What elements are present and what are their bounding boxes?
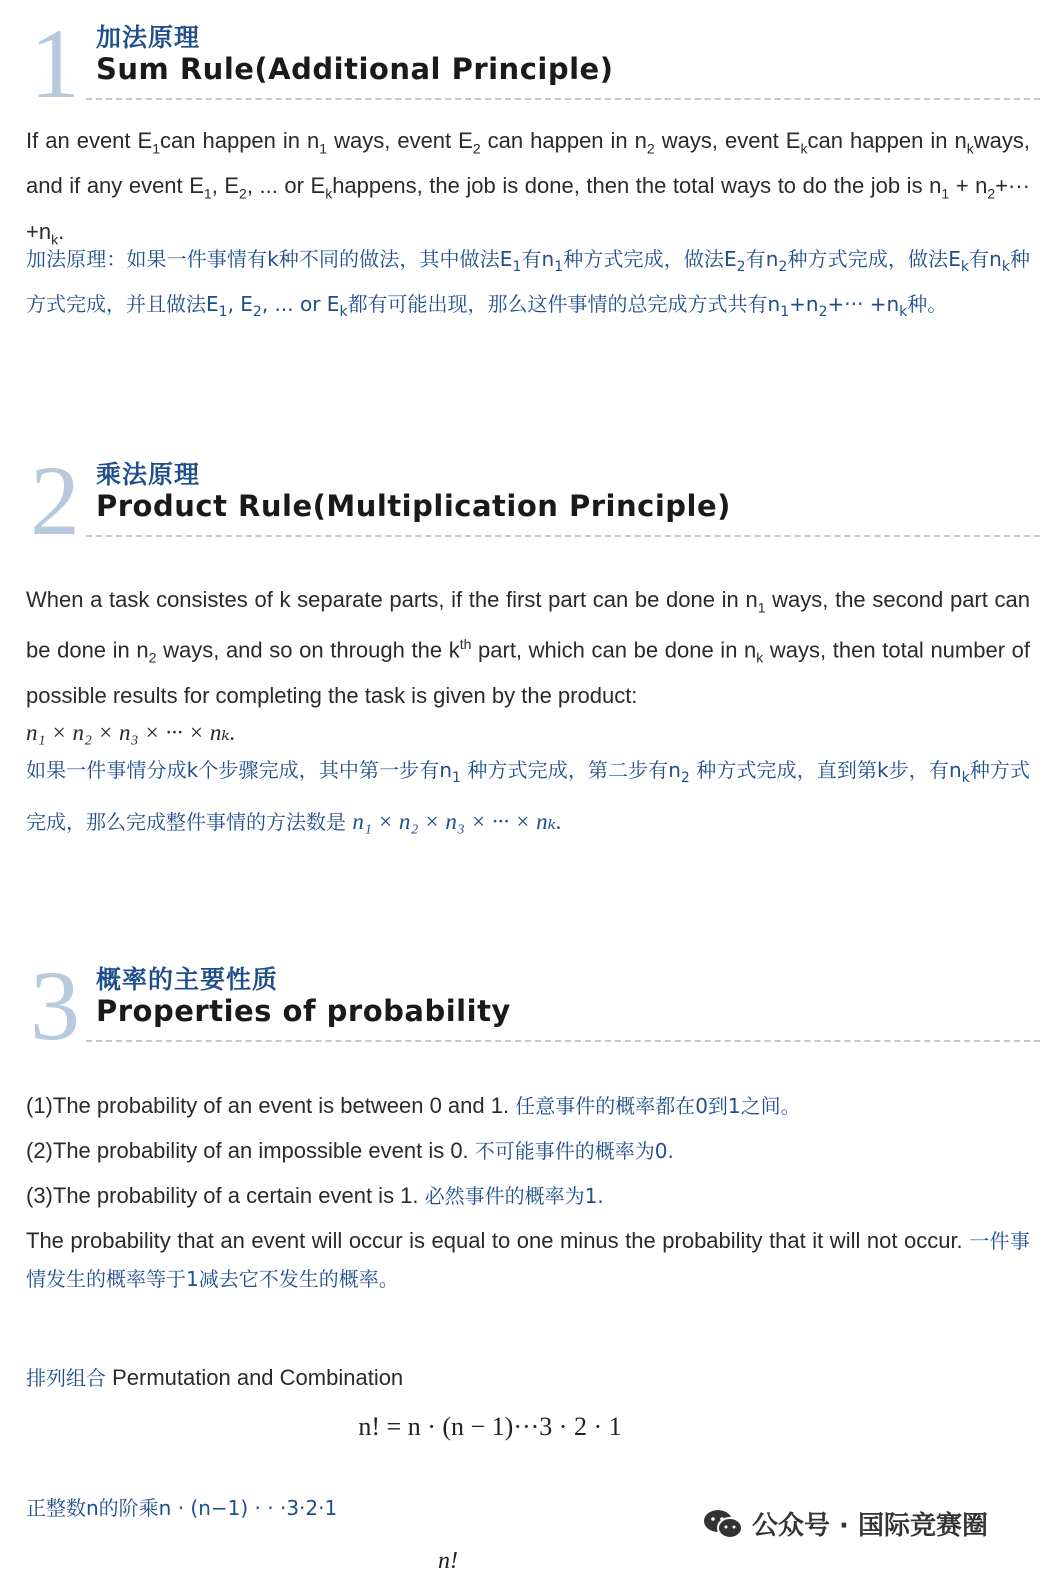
property-complement: The probability that an event will occur is equal to one minus the probability that it will not occur. 一件事情发生的概率等于1减去它不发生的概率。: [26, 1228, 1030, 1291]
watermark: [702, 1505, 988, 1542]
section-number: 1: [30, 8, 80, 119]
sum-rule-en: If an event $E_1can$ happen in $n_1$ ways, event $E_2$ can happen in $n_2$ ways, event $E_kcan$ happen in $n_kways$, and if any event $E_1$, $E_2$, ... or $E_khappens$, the job is done, then the total ways to do the job is $n_1 + n_2+\cdot\cdot\cdot +n_k$.: [26, 128, 1030, 248]
factorial-description: 正整数n的阶乘n · (n−1) · · ·3·2·1: [26, 1496, 338, 1520]
section-divider: [86, 535, 1040, 537]
section-title-en: Properties of probability: [96, 994, 511, 1028]
property-3: (3)The probability of a certain event is 1. 必然事件的概率为1.: [26, 1183, 604, 1208]
section-title-en: Product Rule(Multiplication Principle): [96, 489, 731, 523]
product-rule-cn: 如果一件事情分成k个步骤完成，其中第一步有$n_1$ 种方式完成，第二步有$n_2$ 种方式完成，直到第k步，有$n_k$种方式完成，那么完成整件事情的方法数是 n₁ × n₂ × n₃ × ··· × nₖ.: [26, 758, 1031, 834]
product-formula-cn: n₁ × n₂ × n₃ × ··· × nₖ.: [352, 809, 562, 834]
section-number: 3: [30, 950, 80, 1061]
wechat-icon: [702, 1507, 744, 1541]
product-rule-en: When a task consistes of k separate parts, if the first part can be done in $n_1$ ways, the second part can be done in $n_2$ ways, and so on through the $k^{th}$ part, which can be done in $n_k$ ways, then total number of possible results for completing the task is given by the product: n₁ × n₂ × n₃ × ··· × nₖ.: [26, 587, 1031, 746]
cut-off-formula: n!: [438, 1548, 458, 1574]
section-3-header: [30, 950, 1040, 1061]
section-title-cn: 乘法原理: [96, 460, 201, 489]
section-divider: [86, 98, 1040, 100]
section-number: 2: [30, 445, 80, 556]
section-title-cn: 加法原理: [96, 23, 201, 52]
section-title-cn: 概率的主要性质: [96, 965, 279, 994]
product-formula: n₁ × n₂ × n₃ × ··· × nₖ.: [26, 720, 236, 746]
section-divider: [86, 1040, 1040, 1042]
property-1: (1)The probability of an event is between 0 and 1. 任意事件的概率都在0到1之间。: [26, 1093, 801, 1118]
section-title-en: Sum Rule(Additional Principle): [96, 52, 614, 86]
property-2: (2)The probability of an impossible event is 0. 不可能事件的概率为0.: [26, 1138, 674, 1163]
permutation-heading: 排列组合 Permutation and Combination: [26, 1365, 404, 1390]
section-1-header: [30, 8, 1040, 119]
factorial-formula: n! = n · (n − 1)···3 · 2 · 1: [358, 1412, 622, 1441]
watermark-text: 公众号 · 国际竞赛圈: [752, 1511, 988, 1541]
sum-rule-cn: 加法原理：如果一件事情有k种不同的做法，其中做法$E_1$有$n_1$种方式完成，做法$E_2$有$n_2$种方式完成，做法$E_k$有$n_k$种方式完成，并且做法$E_1$, $E_2$, ... or $E_k$都有可能出现，那么这件事情的总完成方式共有$n_1+n_2+\cdot\cdot\cdot +n_k$种。: [26, 247, 1031, 320]
section-2-header: [30, 445, 1040, 556]
